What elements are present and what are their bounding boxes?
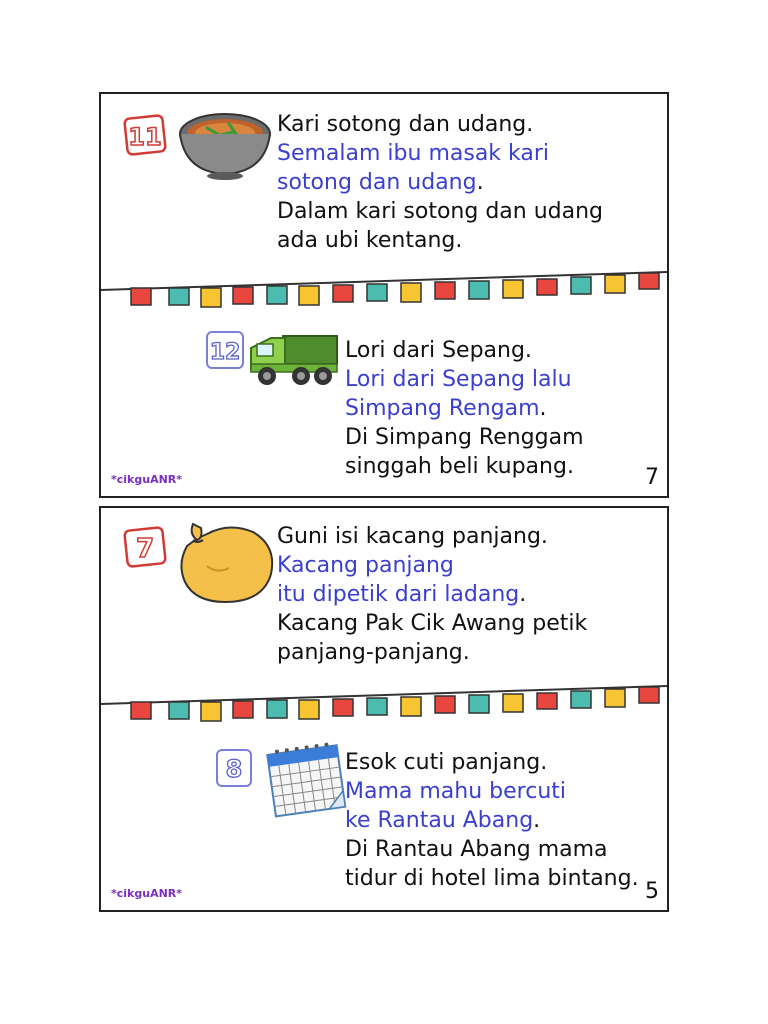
verse-card-2 bbox=[99, 506, 669, 912]
author-watermark: *cikguANR* bbox=[111, 473, 183, 486]
verse-line: singgah beli kupang. bbox=[345, 454, 574, 479]
number-badge-8 bbox=[215, 748, 253, 788]
verse-line-blue: Simpang Rengam bbox=[345, 396, 540, 421]
verse-line bbox=[277, 168, 603, 197]
verse-line-blue: itu dipetik dari ladang bbox=[277, 582, 520, 607]
page-number: 7 bbox=[645, 465, 659, 490]
verse-line: tidur di hotel lima bintang. bbox=[345, 866, 639, 891]
verse-line-tail: . bbox=[519, 582, 527, 607]
truck-icon bbox=[247, 328, 341, 390]
verse-line: Mama mahu bercuti bbox=[345, 779, 566, 804]
number-badge-12 bbox=[205, 330, 245, 370]
verse-line: Lori dari Sepang. bbox=[345, 338, 532, 363]
verse-11-text bbox=[277, 110, 603, 255]
verse-line: panjang-panjang. bbox=[277, 640, 470, 665]
verse-line-blue: sotong dan udang bbox=[277, 170, 477, 195]
bunting-divider bbox=[101, 270, 667, 312]
verse-12-text bbox=[345, 336, 584, 481]
author-watermark: *cikguANR* bbox=[111, 887, 183, 900]
svg-text:8: 8 bbox=[225, 755, 243, 783]
verse-line: Guni isi kacang panjang. bbox=[277, 524, 548, 549]
curry-bowl-icon bbox=[177, 106, 273, 182]
svg-text:7: 7 bbox=[135, 534, 155, 564]
verse-line: Kacang panjang bbox=[277, 553, 454, 578]
verse-line: Di Simpang Renggam bbox=[345, 425, 584, 450]
verse-line: ada ubi kentang. bbox=[277, 228, 463, 253]
page-number: 5 bbox=[645, 879, 659, 904]
verse-line-tail: . bbox=[533, 808, 541, 833]
verse-line: Semalam ibu masak kari bbox=[277, 141, 550, 166]
verse-line: Esok cuti panjang. bbox=[345, 750, 548, 775]
verse-line: Di Rantau Abang mama bbox=[345, 837, 608, 862]
verse-line-tail: . bbox=[476, 170, 484, 195]
verse-line bbox=[277, 580, 587, 609]
verse-8-text bbox=[345, 748, 639, 893]
number-badge-7 bbox=[123, 526, 169, 570]
verse-line bbox=[345, 394, 584, 423]
bunting-divider bbox=[101, 684, 667, 726]
sack-icon bbox=[167, 516, 279, 608]
verse-line bbox=[345, 806, 639, 835]
verse-line: Lori dari Sepang lalu bbox=[345, 367, 572, 392]
verse-line-blue: ke Rantau Abang bbox=[345, 808, 534, 833]
verse-line-tail: . bbox=[539, 396, 547, 421]
verse-card-1 bbox=[99, 92, 669, 498]
calendar-icon bbox=[261, 736, 349, 822]
verse-7-text bbox=[277, 522, 587, 667]
number-badge-11 bbox=[123, 114, 169, 158]
svg-text:12: 12 bbox=[209, 340, 241, 365]
verse-line: Dalam kari sotong dan udang bbox=[277, 199, 604, 224]
verse-line: Kacang Pak Cik Awang petik bbox=[277, 611, 588, 636]
svg-text:11: 11 bbox=[128, 123, 162, 151]
verse-line: Kari sotong dan udang. bbox=[277, 112, 534, 137]
